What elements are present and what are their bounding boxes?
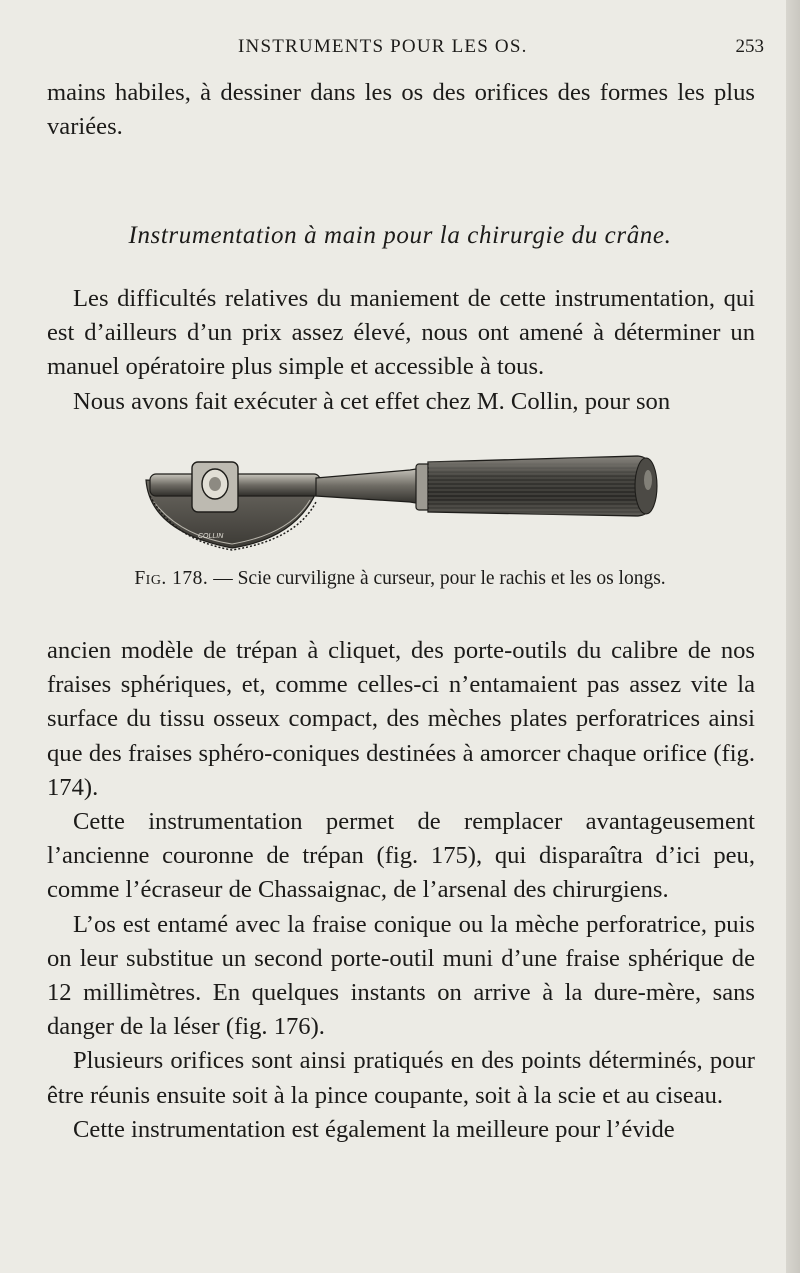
paragraph-7-start: Cette instrumentation est également la meilleure pour l’évide — [73, 1115, 675, 1143]
curved-saw-drawing — [140, 440, 680, 562]
paragraph-1: mains habiles, à dessiner dans les os des orifices des formes les plus variées. — [47, 79, 755, 141]
paragraph-3-continued: ancien modèle de trépan à cliquet, des porte-outils du calibre de nos fraises sphériques, et, comme celles-ci n’entamaient pas assez vite la surface du tissu osseux compact, des mèches plates perforatrices ainsi que des fraises sphéro-coniques destinées à amorcer chaque orifice (fig. 174). — [47, 637, 755, 801]
text-block-top — [47, 76, 755, 144]
paragraph-2: Les difficultés relatives du maniement de cette instrumentation, qui est d’ailleurs d’un prix assez élevé, nous ont amené à déterminer un manuel opératoire plus simple et accessible à tous. — [47, 285, 755, 381]
caption-label: Fig. 178. — [134, 568, 209, 589]
paragraph-3-start: Nous avons fait exécuter à cet effet chez M. Collin, pour son — [73, 387, 671, 415]
running-title: INSTRUMENTS POUR LES OS. — [238, 36, 528, 57]
caption-text: — Scie curviligne à curseur, pour le rachis et les os longs. — [208, 568, 666, 589]
running-head — [0, 36, 800, 60]
section-heading: Instrumentation à main pour la chirurgie du crâne. — [128, 222, 672, 249]
paragraph-6: Plusieurs orifices sont ainsi pratiqués en des points déterminés, pour être réunis ensuite soit à la pince coupante, soit à la scie et au ciseau. — [47, 1047, 755, 1109]
page-number: 253 — [735, 36, 764, 57]
paragraph-4: Cette instrumentation permet de remplacer avantageusement l’ancienne couronne de trépan (fig. 175), qui disparaîtra d’ici peu, comme l’écraseur de Chassaignac, de l’arsenal des chirurgiens. — [47, 808, 755, 904]
text-block-middle — [47, 282, 755, 419]
text-block-bottom — [47, 634, 755, 1147]
paragraph-5: L’os est entamé avec la fraise conique ou la mèche perforatrice, puis on leur substitue un second porte-outil muni d’une fraise sphérique de 12 millimètres. En quelques instants on arrive à la dure-mère, sans danger de la léser (fig. 176). — [47, 910, 755, 1041]
figure-178-saw-illustration — [140, 440, 680, 562]
engraved-mark: COLLIN — [198, 533, 224, 540]
figure-caption — [0, 568, 800, 590]
page-edge-shadow — [786, 0, 800, 1273]
